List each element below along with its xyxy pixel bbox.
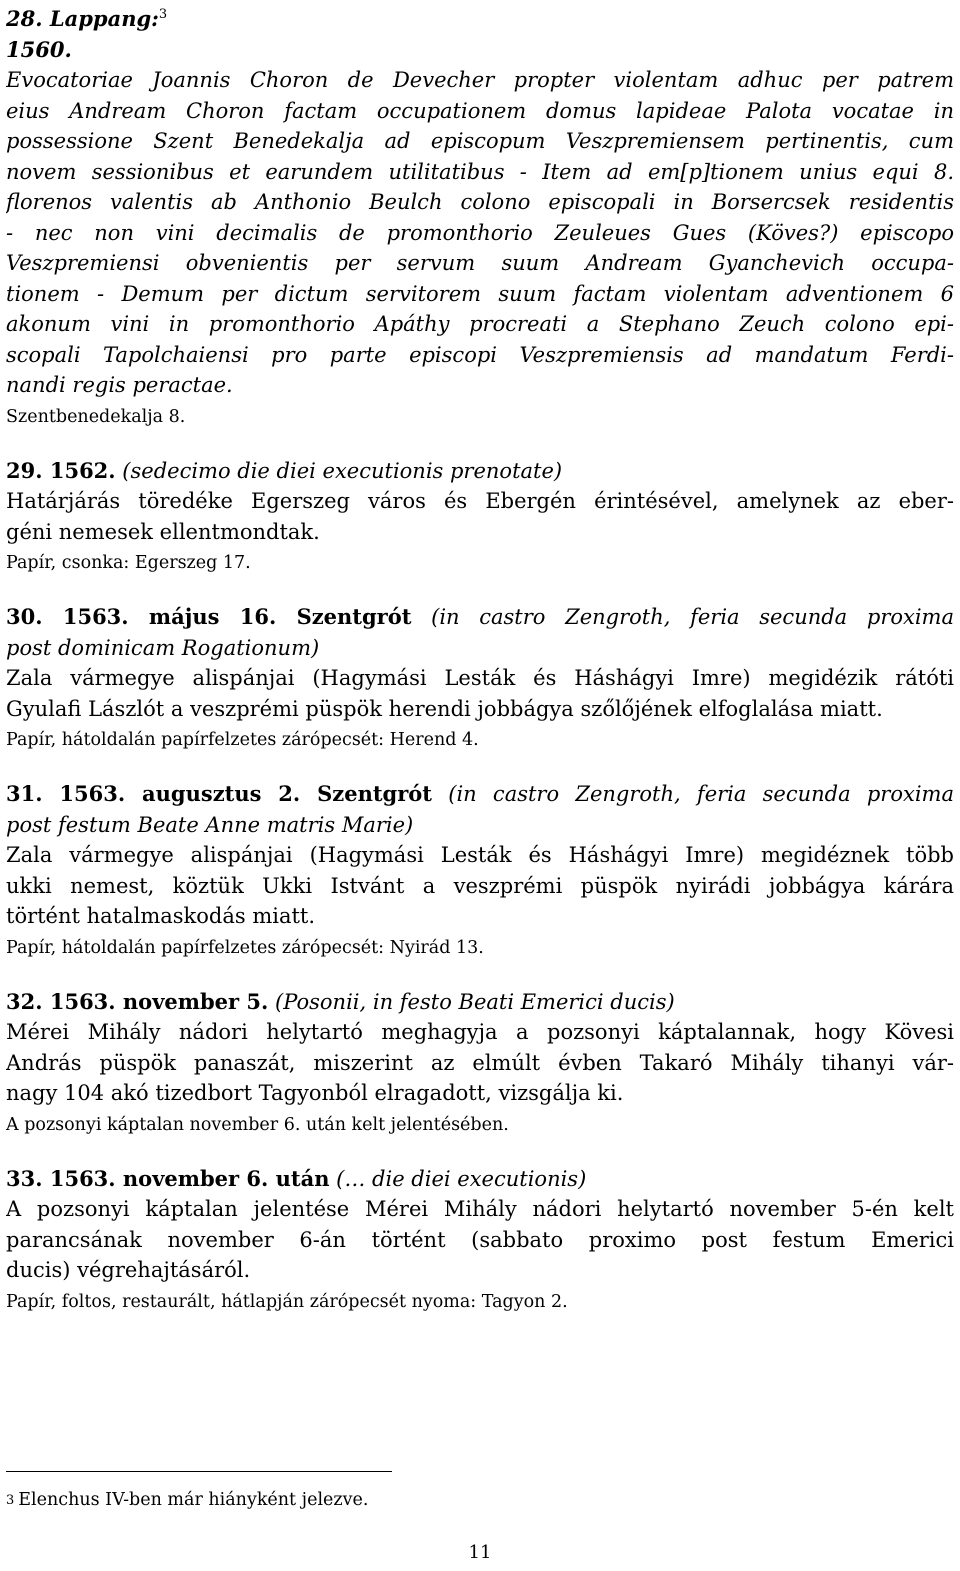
entry-28 [6, 4, 954, 430]
entry-text-line: akonum vini in promonthorio Apáthy procreati a Stephano Zeuch colono epi- [6, 312, 954, 336]
entry-31 [6, 779, 954, 961]
entry-subtitle: post dominicam Rogationum) [6, 635, 320, 660]
entry-header: 33. 1563. november 6. után (… die diei executionis) [6, 1165, 587, 1191]
entry-text-line: géni nemesek ellentmondtak. [6, 519, 320, 544]
entry-text-line: novem sessionibus et earundem utilitatibus - Item ad em[p]tionem unius equi 8. [6, 159, 954, 184]
entry-text-line: - nec non vini decimalis de promonthorio Zeuleues Gues (Köves?) episcopo [6, 220, 954, 245]
entry-29 [6, 456, 954, 577]
entry-text-line: florenos valentis ab Anthonio Beulch colono episcopali in Borsercsek residentis [6, 190, 954, 214]
entry-subtitle: (in castro Zengroth, feria secunda proxima [431, 605, 954, 629]
entry-text-line: Evocatoriae Joannis Choron de Devecher propter violentam adhuc per patrem [6, 68, 954, 92]
entry-text-line: Zala vármegye alispánjai (Hagymási Lesták és Háshágyi Imre) megidéznek több [6, 843, 954, 867]
entry-text-line: András püspök panaszát, miszerint az elmúlt évben Takaró Mihály tihanyi vár- [6, 1050, 954, 1075]
entry-text-line: történt hatalmaskodás miatt. [6, 904, 316, 928]
entry-subtitle: (… die diei executionis) [336, 1166, 587, 1191]
entry-text-line: parancsának november 6-án történt (sabbato proximo post festum Emerici [6, 1227, 954, 1252]
entry-source: Papír, hátoldalán papírfelzetes zárópecsét: Nyirád 13. [6, 937, 484, 958]
entry-text-line: Zala vármegye alispánjai (Hagymási Lesták és Háshágyi Imre) megidézik rátóti [6, 666, 954, 690]
entry-text-line: Veszpremiensi obvenientis per servum suum Andream Gyanchevich occupa- [6, 251, 954, 275]
entry-date: 1560. [6, 36, 72, 62]
entry-subtitle: post festum Beate Anne matris Marie) [6, 812, 414, 837]
footnote-mark: 3 [6, 1493, 15, 1508]
entry-text-line: Gyulafi Lászlót a veszprémi püspök herendi jobbágya szőlőjének elfoglalása miatt. [6, 696, 883, 721]
entry-text-line: A pozsonyi káptalan jelentése Mérei Mihály nádori helytartó november 5-én kelt [6, 1197, 954, 1221]
entry-text-line: nandi regis peractae. [6, 373, 233, 397]
entry-header: 30. 1563. május 16. Szentgrót (in castro Zengroth, feria secunda proxima [6, 604, 954, 629]
entry-header: 32. 1563. november 5. (Posonii, in festo Beati Emerici ducis) [6, 988, 675, 1014]
entry-source: Szentbenedekalja 8. [6, 406, 186, 427]
page-number: 11 [468, 1542, 492, 1563]
entry-subtitle: (sedecimo die diei executionis prenotate) [122, 458, 563, 483]
footnote-reference[interactable]: 3 [158, 7, 168, 22]
entry-source: Papír, hátoldalán papírfelzetes zárópecsét: Herend 4. [6, 730, 479, 750]
entry-text-line: possessione Szent Benedekalja ad episcopum Veszpremiensem pertinentis, cum [6, 129, 954, 153]
entry-source: A pozsonyi káptalan november 6. után kelt jelentésében. [6, 1114, 509, 1135]
entry-text-line: ukki nemest, köztük Ukki Istvánt a veszprémi püspök nyirádi jobbágya kárára [6, 873, 954, 898]
entry-header: 28. Lappang:$^3$ [6, 6, 168, 31]
entry-source: Papír, foltos, restaurált, hátlapján zárópecsét nyoma: Tagyon 2. [6, 1291, 568, 1312]
entry-30 [6, 602, 954, 753]
footnote [6, 1488, 368, 1513]
entry-text-line: Határjárás töredéke Egerszeg város és Ebergén érintésével, amelynek az eber- [6, 489, 954, 513]
entry-text-line: tionem - Demum per dictum servitorem suum factam violentam adventionem 6 [6, 281, 954, 306]
entry-text-line: nagy 104 akó tizedbort Tagyonból elragadott, vizsgálja ki. [6, 1081, 624, 1105]
entry-text-line: ducis) végrehajtásáról. [6, 1258, 251, 1282]
entry-subtitle: (Posonii, in festo Beati Emerici ducis) [275, 989, 675, 1014]
entry-header: 31. 1563. augusztus 2. Szentgrót (in castro Zengroth, feria secunda proxima [6, 781, 954, 806]
entry-33 [6, 1164, 954, 1315]
entry-header: 29. 1562. (sedecimo die diei executionis prenotate) [6, 457, 563, 483]
entry-32 [6, 987, 954, 1138]
entry-subtitle: (in castro Zengroth, feria secunda proxima [448, 782, 954, 806]
entry-source: Papír, csonka: Egerszeg 17. [6, 553, 251, 573]
entry-text-line: Mérei Mihály nádori helytartó meghagyja a pozsonyi káptalannak, hogy Kövesi [6, 1020, 954, 1044]
entry-text-line: scopali Tapolchaiensi pro parte episcopi Veszpremiensis ad mandatum Ferdi- [6, 342, 954, 367]
entry-text-line: eius Andream Choron factam occupationem domus lapideae Palota vocatae in [6, 98, 954, 123]
footnote-divider [6, 1471, 392, 1472]
footnote-text: Elenchus IV-ben már hiányként jelezve. [18, 1490, 369, 1510]
